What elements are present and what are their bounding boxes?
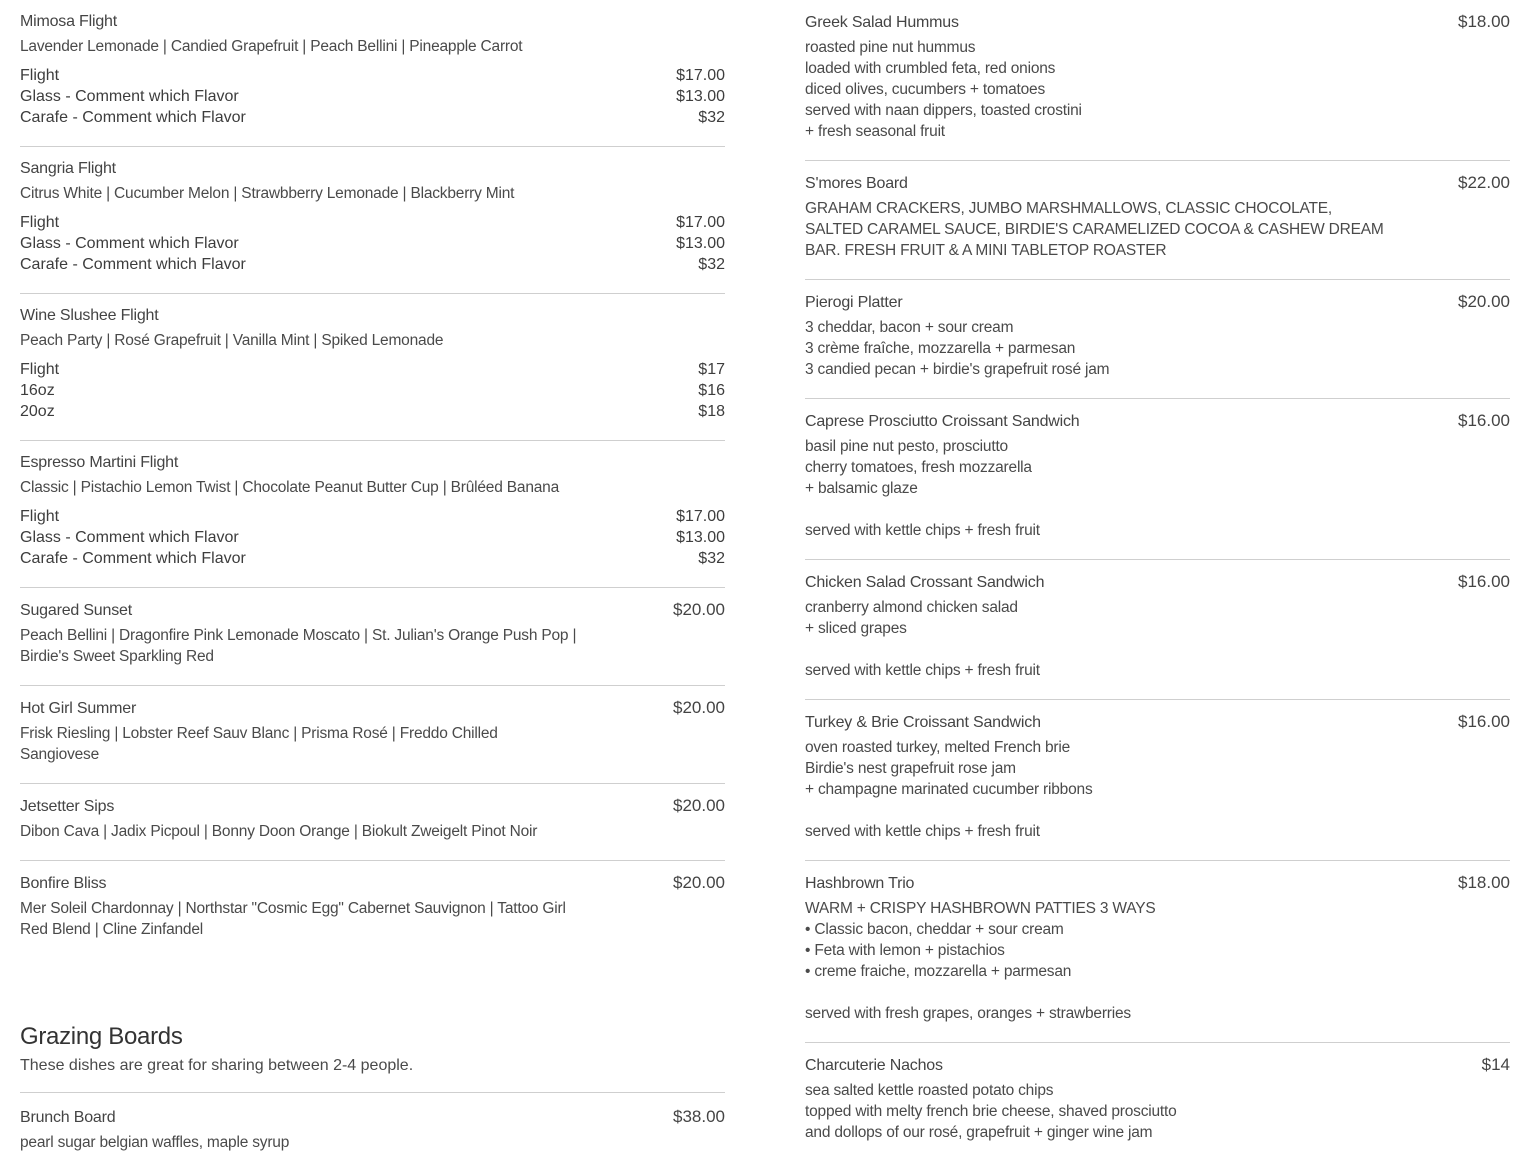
item-description: Peach Bellini | Dragonfire Pink Lemonade Moscato | St. Julian's Orange Push Pop | Birdie's Sweet Sparkling Red (20, 627, 577, 665)
item-name: S'mores Board (805, 175, 908, 192)
item-name: Espresso Martini Flight (20, 454, 179, 471)
description-line: • creme fraiche, mozzarella + parmesan (805, 963, 1072, 980)
option-row[interactable] (20, 254, 725, 275)
description-line: 3 cheddar, bacon + sour cream (805, 319, 1014, 336)
item-name: Brunch Board (20, 1109, 116, 1126)
item-description (805, 37, 1510, 142)
option-label: 16oz (20, 382, 55, 399)
item-description: Lavender Lemonade | Candied Grapefruit | Peach Bellini | Pineapple Carrot (20, 38, 523, 55)
item-description (805, 317, 1510, 380)
item-description: Citrus White | Cucumber Melon | Strawbberry Lemonade | Blackberry Mint (20, 185, 515, 202)
option-row[interactable] (20, 380, 725, 401)
option-row[interactable] (20, 65, 725, 86)
menu-item-pierogi-platter[interactable] (805, 280, 1510, 399)
item-description: Classic | Pistachio Lemon Twist | Chocolate Peanut Butter Cup | Brûléed Banana (20, 479, 559, 496)
item-price: $18.00 (1458, 873, 1510, 892)
served-with-note: served with fresh grapes, oranges + strawberries (805, 1005, 1131, 1022)
item-price: $16.00 (1458, 572, 1510, 591)
option-price: $17.00 (676, 214, 725, 231)
left-column (20, 0, 725, 1153)
item-price: $14 (1481, 1055, 1510, 1074)
option-row[interactable] (20, 401, 725, 422)
menu-item-wine-slushee-flight[interactable] (20, 294, 725, 441)
menu-item-greek-salad-hummus[interactable] (805, 0, 1510, 161)
item-description (805, 436, 1510, 541)
description-line: SALTED CARAMEL SAUCE, BIRDIE'S CARAMELIZED COCOA & CASHEW DREAM (805, 221, 1384, 238)
item-name: Jetsetter Sips (20, 798, 115, 815)
item-description: pearl sugar belgian waffles, maple syrup (20, 1134, 290, 1151)
item-name: Greek Salad Hummus (805, 14, 959, 31)
item-description: Frisk Riesling | Lobster Reef Sauv Blanc | Prisma Rosé | Freddo Chilled Sangiovese (20, 725, 498, 763)
menu-item-bonfire-bliss[interactable] (20, 861, 725, 958)
option-row[interactable] (20, 527, 725, 548)
item-description: Dibon Cava | Jadix Picpoul | Bonny Doon Orange | Biokult Zweigelt Pinot Noir (20, 823, 538, 840)
description-line: BAR. FRESH FRUIT & A MINI TABLETOP ROASTER (805, 242, 1167, 259)
description-line: Birdie's nest grapefruit rose jam (805, 760, 1016, 777)
description-line: + fresh seasonal fruit (805, 123, 945, 140)
menu-item-hot-girl-summer[interactable] (20, 686, 725, 784)
menu-item-mimosa-flight[interactable] (20, 0, 725, 147)
item-price: $16.00 (1458, 712, 1510, 731)
description-line: GRAHAM CRACKERS, JUMBO MARSHMALLOWS, CLASSIC CHOCOLATE, (805, 200, 1332, 217)
item-name: Chicken Salad Crossant Sandwich (805, 574, 1045, 591)
item-name: Sugared Sunset (20, 602, 132, 619)
menu-item-sugared-sunset[interactable] (20, 588, 725, 686)
description-line: oven roasted turkey, melted French brie (805, 739, 1071, 756)
item-options (20, 65, 725, 128)
menu-item-smores-board[interactable] (805, 161, 1510, 280)
option-row[interactable] (20, 506, 725, 527)
item-description (805, 597, 1510, 681)
item-name: Mimosa Flight (20, 13, 117, 30)
option-row[interactable] (20, 233, 725, 254)
option-row[interactable] (20, 212, 725, 233)
item-options (20, 359, 725, 422)
served-with-note: served with kettle chips + fresh fruit (805, 823, 1040, 840)
description-line: WARM + CRISPY HASHBROWN PATTIES 3 WAYS (805, 900, 1156, 917)
item-description: Peach Party | Rosé Grapefruit | Vanilla Mint | Spiked Lemonade (20, 332, 444, 349)
option-label: Flight (20, 508, 60, 525)
menu-item-caprese-prosciutto-croissant[interactable] (805, 399, 1510, 560)
option-label: 20oz (20, 403, 55, 420)
menu-item-turkey-brie-croissant[interactable] (805, 700, 1510, 861)
description-line: • Feta with lemon + pistachios (805, 942, 1005, 959)
description-line: 3 crème fraîche, mozzarella + parmesan (805, 340, 1076, 357)
menu-item-brunch-board[interactable] (20, 1093, 725, 1153)
description-line: + sliced grapes (805, 620, 907, 637)
option-row[interactable] (20, 359, 725, 380)
option-price: $17 (698, 361, 725, 378)
item-price: $16.00 (1458, 411, 1510, 430)
description-line: • Classic bacon, cheddar + sour cream (805, 921, 1064, 938)
description-line: topped with melty french brie cheese, shaved prosciutto (805, 1103, 1177, 1120)
item-name: Hashbrown Trio (805, 875, 915, 892)
menu-item-sangria-flight[interactable] (20, 147, 725, 294)
item-price: $20.00 (673, 698, 725, 717)
description-line: basil pine nut pesto, prosciutto (805, 438, 1008, 455)
description-line: + balsamic glaze (805, 480, 918, 497)
description-line: served with naan dippers, toasted crostini (805, 102, 1082, 119)
item-name: Wine Slushee Flight (20, 307, 159, 324)
item-description (805, 198, 1510, 261)
option-label: Glass - Comment which Flavor (20, 88, 239, 105)
option-row[interactable] (20, 86, 725, 107)
option-row[interactable] (20, 548, 725, 569)
option-price: $13.00 (676, 529, 725, 546)
item-price: $20.00 (673, 796, 725, 815)
option-label: Carafe - Comment which Flavor (20, 550, 246, 567)
item-name: Turkey & Brie Croissant Sandwich (805, 714, 1041, 731)
option-label: Carafe - Comment which Flavor (20, 109, 246, 126)
description-line: loaded with crumbled feta, red onions (805, 60, 1056, 77)
item-name: Pierogi Platter (805, 294, 903, 311)
option-price: $32 (698, 256, 725, 273)
item-description (805, 737, 1510, 842)
item-name: Charcuterie Nachos (805, 1057, 943, 1074)
section-title: Grazing Boards (20, 1023, 183, 1050)
description-line: cranberry almond chicken salad (805, 599, 1018, 616)
description-line: 3 candied pecan + birdie's grapefruit rosé jam (805, 361, 1110, 378)
menu-item-charcuterie-nachos[interactable] (805, 1043, 1510, 1161)
item-options (20, 506, 725, 569)
option-label: Flight (20, 361, 60, 378)
item-price: $18.00 (1458, 12, 1510, 31)
served-with-note: served with kettle chips + fresh fruit (805, 662, 1040, 679)
option-label: Flight (20, 214, 60, 231)
item-options (20, 212, 725, 275)
option-price: $18 (698, 403, 725, 420)
served-with-note: served with kettle chips + fresh fruit (805, 522, 1040, 539)
description-line: sea salted kettle roasted potato chips (805, 1082, 1054, 1099)
option-label: Flight (20, 67, 60, 84)
item-price: $20.00 (673, 600, 725, 619)
menu-item-chicken-salad-croissant[interactable] (805, 560, 1510, 700)
description-line: + champagne marinated cucumber ribbons (805, 781, 1093, 798)
menu-item-jetsetter-sips[interactable] (20, 784, 725, 861)
item-description (805, 1080, 1510, 1143)
option-price: $32 (698, 550, 725, 567)
item-price: $20.00 (1458, 292, 1510, 311)
option-price: $17.00 (676, 67, 725, 84)
item-name: Bonfire Bliss (20, 875, 107, 892)
item-name: Sangria Flight (20, 160, 116, 177)
option-price: $17.00 (676, 508, 725, 525)
option-price: $13.00 (676, 235, 725, 252)
description-line: cherry tomatoes, fresh mozzarella (805, 459, 1032, 476)
item-price: $22.00 (1458, 173, 1510, 192)
option-price: $13.00 (676, 88, 725, 105)
description-line: roasted pine nut hummus (805, 39, 976, 56)
description-line: diced olives, cucumbers + tomatoes (805, 81, 1046, 98)
menu-item-espresso-martini-flight[interactable] (20, 441, 725, 588)
option-label: Carafe - Comment which Flavor (20, 256, 246, 273)
description-line: and dollops of our rosé, grapefruit + ginger wine jam (805, 1124, 1153, 1141)
option-label: Glass - Comment which Flavor (20, 529, 239, 546)
item-description (805, 898, 1510, 1024)
option-row[interactable] (20, 107, 725, 128)
item-name: Hot Girl Summer (20, 700, 137, 717)
right-column (805, 0, 1510, 1161)
item-name: Caprese Prosciutto Croissant Sandwich (805, 413, 1080, 430)
option-price: $32 (698, 109, 725, 126)
section-grazing-boards (20, 1022, 725, 1153)
option-label: Glass - Comment which Flavor (20, 235, 239, 252)
item-price: $38.00 (673, 1107, 725, 1126)
item-price: $20.00 (673, 873, 725, 892)
option-price: $16 (698, 382, 725, 399)
item-description: Mer Soleil Chardonnay | Northstar "Cosmic Egg" Cabernet Sauvignon | Tattoo Girl Red Blend | Cline Zinfandel (20, 900, 566, 938)
section-subtitle: These dishes are great for sharing between 2-4 people. (20, 1055, 725, 1093)
menu-item-hashbrown-trio[interactable] (805, 861, 1510, 1043)
